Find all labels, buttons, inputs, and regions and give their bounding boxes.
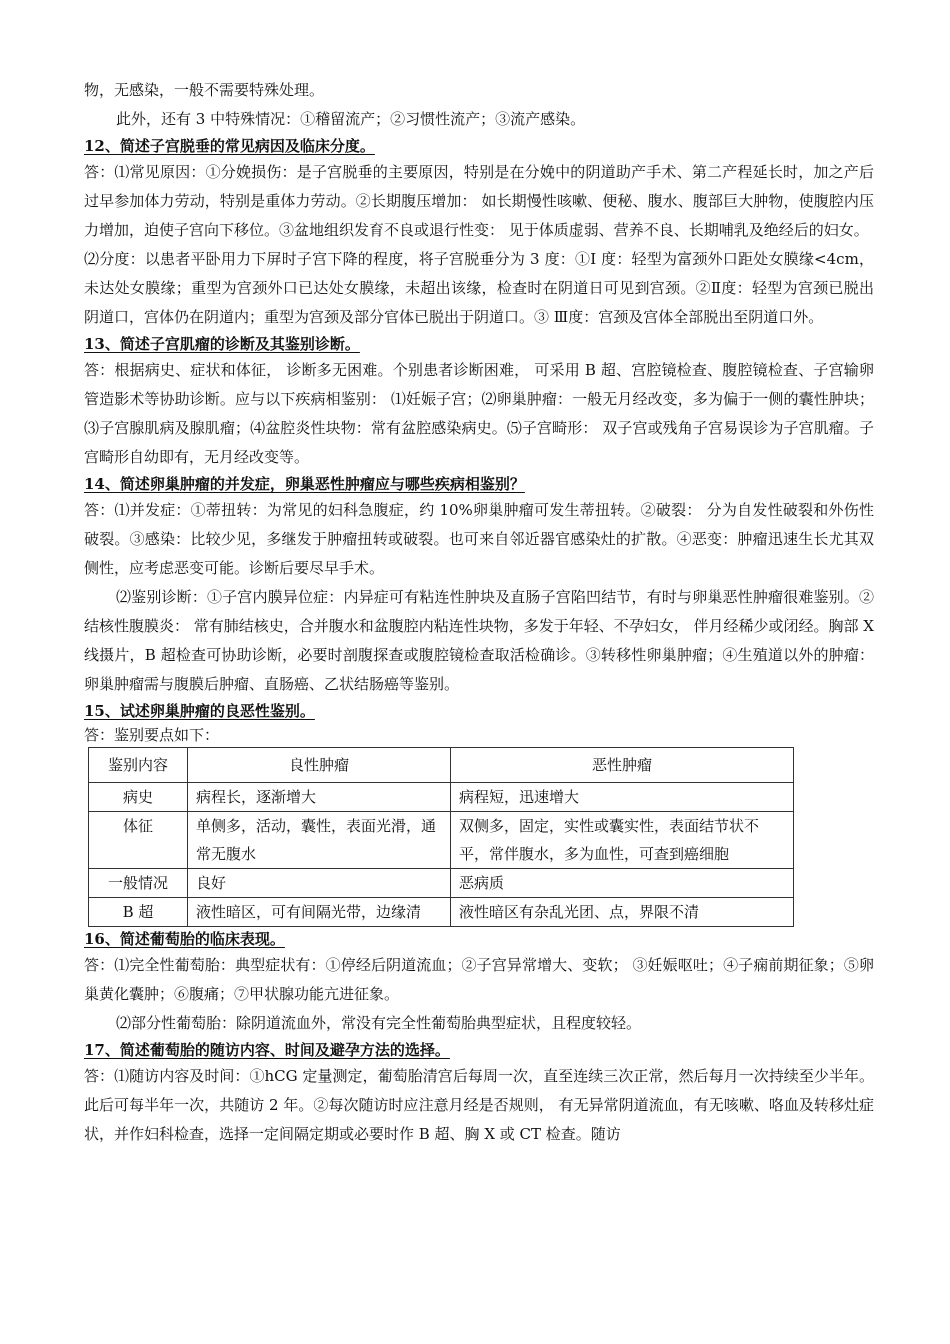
table-cell: 单侧多，活动，囊性，表面光滑，通常无腹水 (188, 812, 451, 869)
table-cell: B 超 (89, 898, 188, 927)
answer-13: 答：根据病史、症状和体征， 诊断多无困难。个别患者诊断困难， 可采用 B 超、宫腔镜检查、腹腔镜检查、子宫输卵管造影术等协助诊断。应与以下疾病相鉴别： ⑴妊娠子宫；⑵卵巢肿瘤：一般无月经改变，多为偏于一侧的囊性肿块；⑶子宫腺肌病及腺肌瘤；⑷盆腔炎性块物：常有盆腔感染病史。⑸子宫畸形： 双子宫或残角子宫易误诊为子宫肌瘤。子宫畸形自幼即有，无月经改变等。 (84, 361, 874, 466)
table-cell: 双侧多，固定，实性或囊实性，表面结节状不平，常伴腹水，多为血性，可查到癌细胞 (451, 812, 794, 869)
answer-16-part2: ⑵部分性葡萄胎：除阴道流血外，常没有完全性葡萄胎典型症状，且程度较轻。 (116, 1014, 642, 1032)
answer-14-part1: 答：⑴并发症：①蒂扭转：为常见的妇科急腹症，约 10%卵巢肿瘤可发生蒂扭转。②破裂： 分为自发性破裂和外伤性破裂。③感染：比较少见，多继发于肿瘤扭转或破裂。也可来自邻近器官感染灶的扩散。④恶变：肿瘤迅速生长尤其双侧性，应考虑恶变可能。诊断后要尽早手术。 (84, 501, 874, 577)
table-header-cell: 鉴别内容 (89, 748, 188, 783)
question-13-title: 13、简述子宫肌瘤的诊断及其鉴别诊断。 (84, 335, 360, 353)
paragraph: 物，无感染，一般不需要特殊处理。 (84, 81, 325, 99)
table-row (89, 812, 794, 869)
question-12-title: 12、简述子宫脱垂的常见病因及临床分度。 (84, 137, 375, 155)
answer-12-part2: ⑵分度：以患者平卧用力下屏时子宫下降的程度，将子宫脱垂分为 3 度：①I 度：轻型为富颈外口距处女膜缘<4cm，未达处女膜缘；重型为宫颈外口已达处女膜缘，未超出该缘，检查时在阴道日可见到宫颈。②Ⅱ度：轻型为宫颈已脱出阴道口，宫体仍在阴道内；重型为宫颈及部分官体已脱出于阴道口。③ Ⅲ度：宫颈及宫体全部脱出至阴道口外。 (84, 250, 874, 326)
table-cell: 体征 (89, 812, 188, 869)
table-header-cell: 良性肿瘤 (188, 748, 451, 783)
table-cell: 病史 (89, 783, 188, 812)
table-header-row (89, 748, 794, 783)
table-row (89, 783, 794, 812)
table-cell: 病程长，逐渐增大 (188, 783, 451, 812)
question-14-title: 14、简述卵巢肿瘤的并发症，卵巢恶性肿瘤应与哪些疾病相鉴别？ (84, 475, 525, 493)
table-row (89, 898, 794, 927)
table-cell: 良好 (188, 869, 451, 898)
paragraph: 此外，还有 3 中特殊情况：①稽留流产；②习惯性流产；③流产感染。 (116, 110, 586, 128)
answer-17: 答：⑴随访内容及时间：①hCG 定量测定，葡萄胎清宫后每周一次，直至连续三次正常，然后每月一次持续至少半年。此后可每半年一次，共随访 2 年。②每次随访时应注意月经是否规则， 有无异常阴道流血，有无咳嗽、咯血及转移灶症状，并作妇科检查，选择一定间隔定期或必要时作 B 超、胸 X 或 CT 检查。随访 (84, 1067, 874, 1143)
question-16-title: 16、简述葡萄胎的临床表现。 (84, 930, 285, 948)
answer-12-part1: 答：⑴常见原因：①分娩损伤：是子宫脱垂的主要原因，特别是在分娩中的阴道助产手术、第二产程延长时，加之产后过早参加体力劳动，特别是重体力劳动。②长期腹压增加： 如长期慢性咳嗽、便秘、腹水、腹部巨大肿物，使腹腔内压力增加，迫使子宫向下移位。③盆地组织发育不良或退行性变： 见于体质虚弱、营养不良、长期哺乳及绝经后的妇女。 (84, 163, 874, 239)
question-17-title: 17、简述葡萄胎的随访内容、时间及避孕方法的选择。 (84, 1041, 450, 1059)
table-cell: 液性暗区有杂乱光团、点，界限不清 (451, 898, 794, 927)
comparison-table (88, 747, 794, 927)
table-cell: 一般情况 (89, 869, 188, 898)
table-cell: 液性暗区，可有间隔光带，边缘清 (188, 898, 451, 927)
table-row (89, 869, 794, 898)
question-15-title: 15、试述卵巢肿瘤的良恶性鉴别。 (84, 702, 315, 720)
document-page (84, 76, 874, 1149)
table-cell: 恶病质 (451, 869, 794, 898)
table-header-cell: 恶性肿瘤 (451, 748, 794, 783)
table-cell: 病程短，迅速增大 (451, 783, 794, 812)
answer-15-intro: 答：鉴别要点如下： (84, 726, 220, 744)
answer-16-part1: 答：⑴完全性葡萄胎：典型症状有：①停经后阴道流血；②子宫异常增大、变软； ③妊娠呕吐；④子痫前期征象；⑤卵巢黄化囊肿；⑥腹痛；⑦甲状腺功能亢进征象。 (84, 956, 874, 1003)
answer-14-part2: ⑵鉴别诊断：①子宫内膜异位症：内异症可有粘连性肿块及直肠子宫陷凹结节，有时与卵巢恶性肿瘤很难鉴别。②结核性腹膜炎： 常有肺结核史，合并腹水和盆腹腔内粘连性块物，多发于年轻、不孕妇女， 伴月经稀少或闭经。胸部 X 线摄片，B 超检查可协助诊断，必要时剖腹探查或腹腔镜检查取活检确诊。③转移性卵巢肿瘤；④生殖道以外的肿瘤：卵巢肿瘤需与腹膜后肿瘤、直肠癌、乙状结肠癌等鉴别。 (84, 588, 874, 693)
